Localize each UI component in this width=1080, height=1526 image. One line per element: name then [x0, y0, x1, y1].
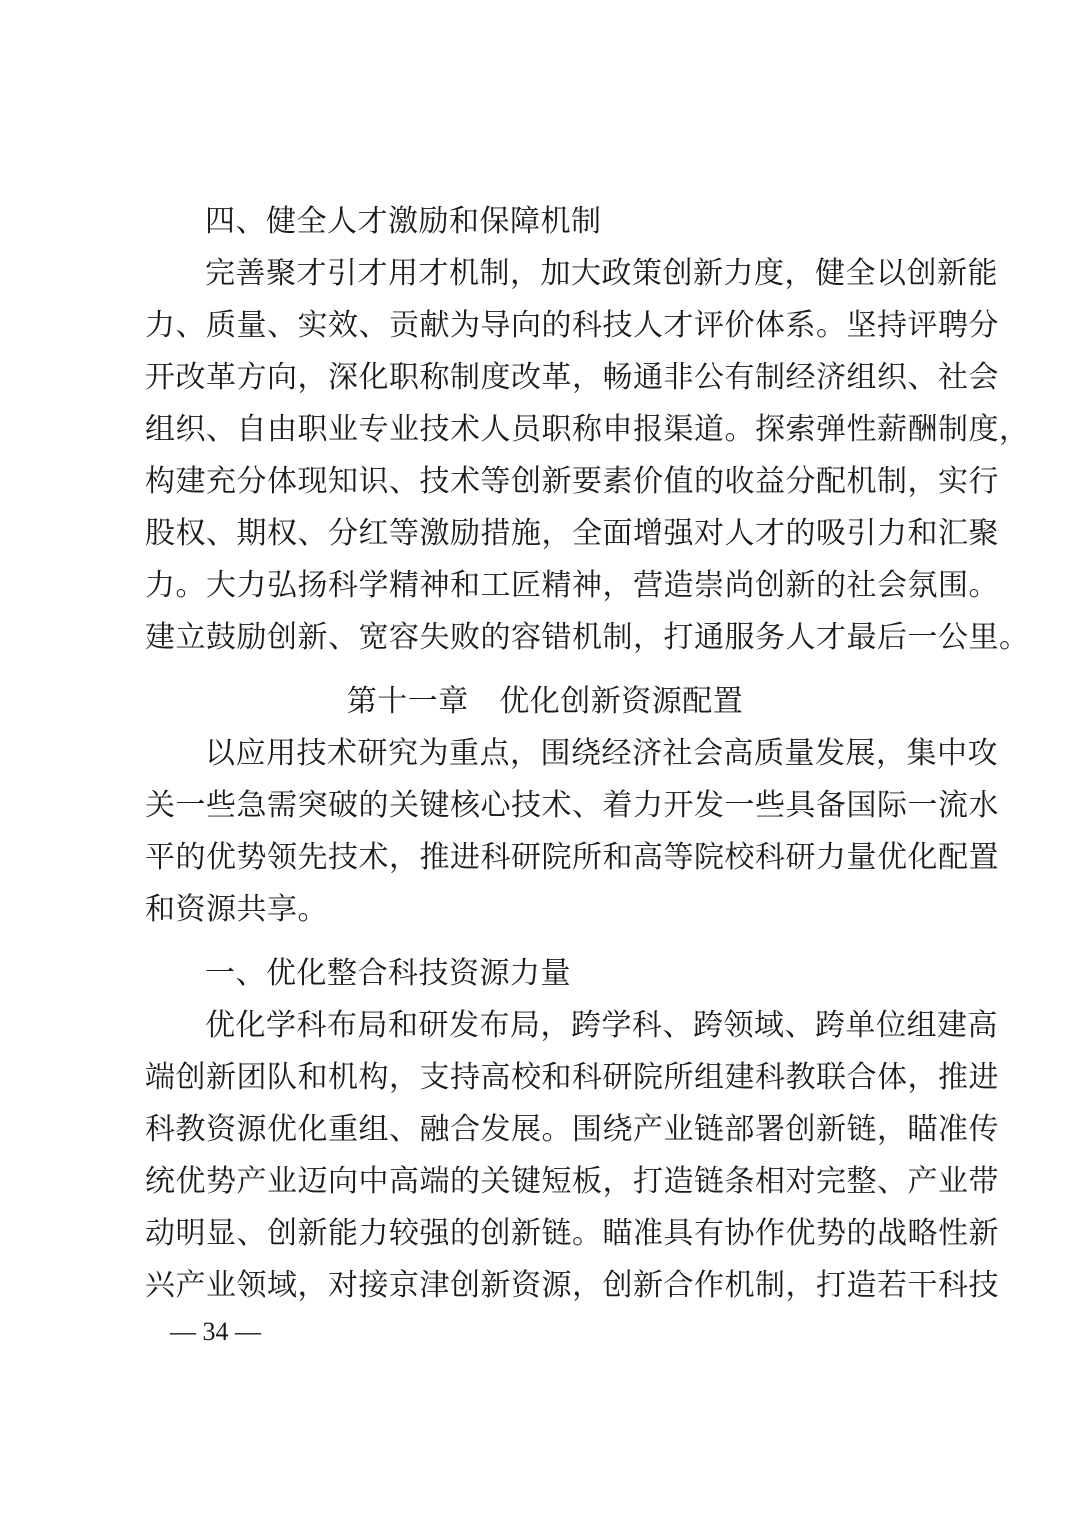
paragraph-line: 构建充分体现知识、技术等创新要素价值的收益分配机制，实行: [145, 464, 999, 499]
paragraph-line: 平的优势领先技术，推进科研院所和高等院校科研力量优化配置: [145, 840, 999, 875]
paragraph-line: 科教资源优化重组、融合发展。围绕产业链部署创新链，瞄准传: [145, 1112, 999, 1147]
paragraph-line: 关一些急需突破的关键核心技术、着力开发一些具备国际一流水: [145, 788, 999, 823]
chapter-title: 第十一章 优化创新资源配置: [346, 684, 744, 719]
section-heading-resource-integration: 一、优化整合科技资源力量: [205, 956, 571, 991]
paragraph-line: 优化学科布局和研发布局，跨学科、跨领域、跨单位组建高: [205, 1008, 998, 1043]
paragraph-line: 完善聚才引才用才机制，加大政策创新力度，健全以创新能: [205, 256, 998, 291]
paragraph-line: 力。大力弘扬科学精神和工匠精神，营造崇尚创新的社会氛围。: [145, 568, 999, 603]
paragraph-line: 建立鼓励创新、宽容失败的容错机制，打通服务人才最后一公里。: [145, 620, 1030, 655]
paragraph-line: 股权、期权、分红等激励措施，全面增强对人才的吸引力和汇聚: [145, 516, 999, 551]
paragraph-line: 动明显、创新能力较强的创新链。瞄准具有协作优势的战略性新: [145, 1216, 999, 1251]
paragraph-line: 力、质量、实效、贡献为导向的科技人才评价体系。坚持评聘分: [145, 308, 999, 343]
paragraph-line: 开改革方向，深化职称制度改革，畅通非公有制经济组织、社会: [145, 360, 999, 395]
paragraph-line: 端创新团队和机构，支持高校和科研院所组建科教联合体，推进: [145, 1060, 999, 1095]
page-number: — 34 —: [170, 1317, 261, 1346]
paragraph-line: 组织、自由职业专业技术人员职称申报渠道。探索弹性薪酬制度，: [145, 412, 1030, 447]
section-heading-talent-incentives: 四、健全人才激励和保障机制: [205, 204, 602, 239]
paragraph-line: 统优势产业迈向中高端的关键短板，打造链条相对完整、产业带: [145, 1164, 999, 1199]
paragraph-line: 兴产业领域，对接京津创新资源，创新合作机制，打造若干科技: [145, 1268, 999, 1303]
paragraph-line: 以应用技术研究为重点，围绕经济社会高质量发展，集中攻: [205, 736, 998, 771]
paragraph-line: 和资源共享。: [145, 892, 328, 927]
